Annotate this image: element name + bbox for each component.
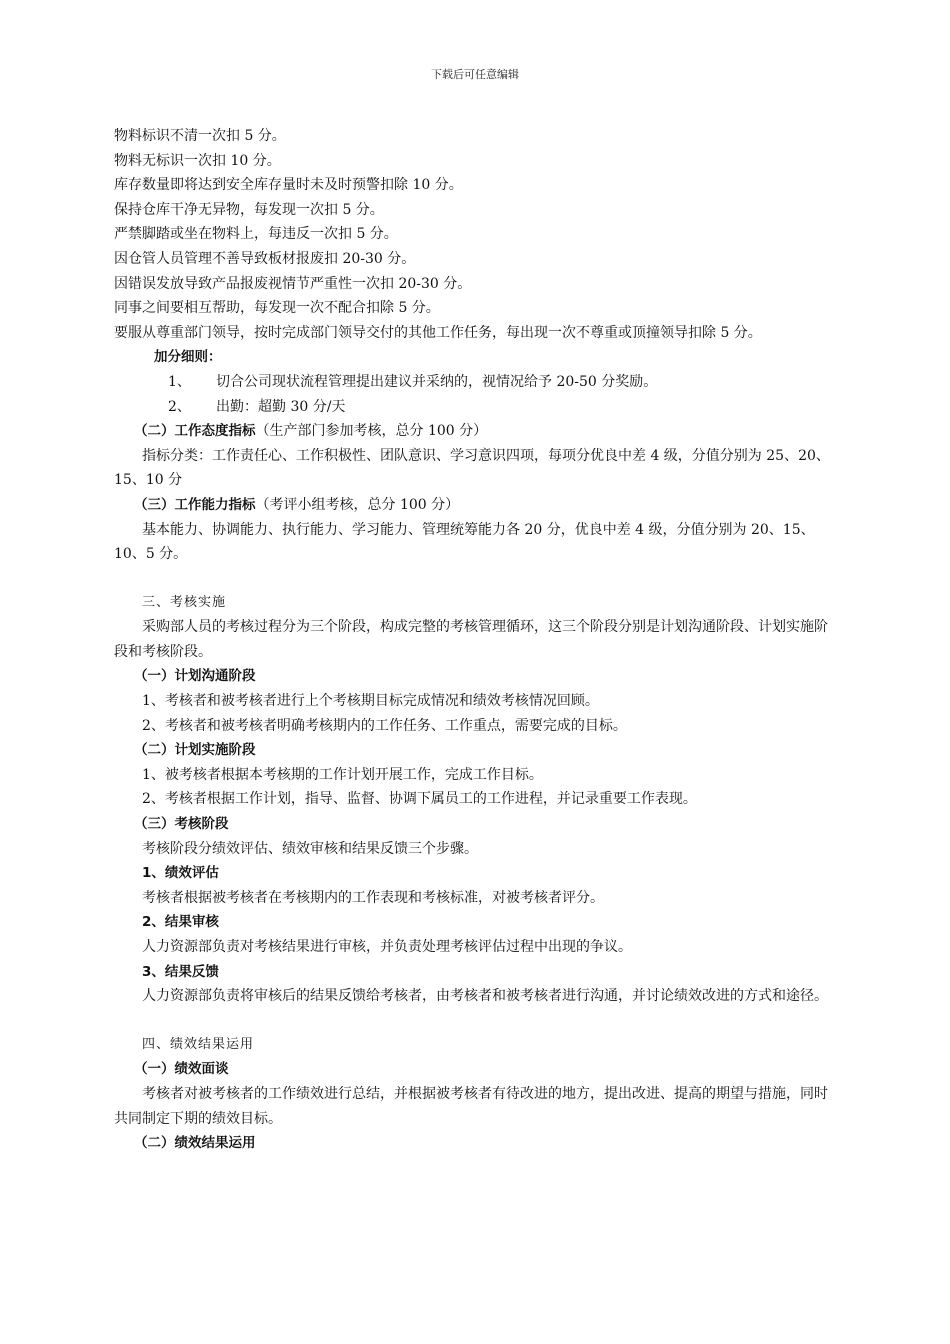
- step1-title: 1、绩效评估: [142, 865, 219, 882]
- rule-line: 库存数量即将达到安全库存量时未及时预警扣除 10 分。: [114, 177, 463, 194]
- ability-body: 基本能力、协调能力、执行能力、学习能力、管理统筹能力各 20 分，优良中差 4 级，分值分别为 20、15、10、5 分。: [114, 521, 815, 563]
- bonus-item-num: 2、: [168, 398, 191, 415]
- step2-title: 2、结果审核: [142, 914, 219, 931]
- rule-line: 严禁脚踏或坐在物料上，每违反一次扣 5 分。: [114, 226, 398, 243]
- rule-line: 因错误发放导致产品报废视情节严重性一次扣 20-30 分。: [114, 275, 472, 292]
- ability-note: （考评小组考核，总分 100 分）: [255, 496, 460, 513]
- bonus-item-text: 切合公司现状流程管理提出建议并采纳的，视情况给予 20-50 分奖励。: [216, 373, 658, 390]
- page-header: 下载后可任意编辑: [431, 68, 519, 81]
- rule-line: 同事之间要相互帮助，每发现一次不配合扣除 5 分。: [114, 300, 440, 317]
- bonus-item-num: 1、: [168, 373, 191, 390]
- attitude-note: （生产部门参加考核，总分 100 分）: [255, 423, 488, 440]
- section3-s1-title: （一）计划沟通阶段: [134, 668, 256, 685]
- section3-intro: 采购部人员的考核过程分为三个阶段，构成完整的考核管理循环，这三个阶段分别是计划沟通阶段、计划实施阶段和考核阶段。: [114, 619, 828, 660]
- step3-title: 3、结果反馈: [142, 963, 219, 980]
- section4-s1-body: 考核者对被考核者的工作绩效进行总结，并根据被考核者有待改进的地方，提出改进、提高的期望与措施，同时共同制定下期的绩效目标。: [114, 1085, 828, 1127]
- step1-body: 考核者根据被考核者在考核期内的工作表现和考核标准，对被考核者评分。: [142, 889, 604, 906]
- section3-s2-title: （二）计划实施阶段: [134, 742, 256, 759]
- section4-s2-title: （二）绩效结果运用: [134, 1135, 256, 1152]
- bonus-title: 加分细则：: [154, 349, 222, 366]
- spacer: [114, 567, 838, 591]
- section3-s3-intro: 考核阶段分绩效评估、绩效审核和结果反馈三个步骤。: [142, 840, 478, 857]
- rule-line: 物料标识不清一次扣 5 分。: [114, 128, 286, 144]
- rule-line: 要服从尊重部门领导，按时完成部门领导交付的其他工作任务，每出现一次不尊重或顶撞领导扣除 5 分。: [114, 324, 762, 341]
- rule-line: 物料无标识一次扣 10 分。: [114, 152, 281, 169]
- section4-s1-title: （一）绩效面谈: [134, 1061, 229, 1078]
- attitude-title: （二）工作态度指标: [134, 423, 256, 440]
- bonus-item: [114, 370, 838, 395]
- attitude-body-text: 指标分类：工作责任心、工作积极性、团队意识、学习意识四项，每项分优良中差 4 级，分值分别为 25、20、15、10 分: [114, 447, 830, 489]
- rule-line: 保持仓库干净无异物，每发现一次扣 5 分。: [114, 201, 384, 218]
- bonus-item-text: 出勤：超勤 30 分/天: [216, 398, 346, 415]
- step2-body: 人力资源部负责对考核结果进行审核，并负责处理考核评估过程中出现的争议。: [142, 939, 632, 955]
- section4-title: 四、绩效结果运用: [142, 1036, 255, 1052]
- attitude-body: [114, 444, 838, 493]
- section3-s2-item: 2、考核者根据工作计划，指导、监督、协调下属员工的工作进程，并记录重要工作表现。: [142, 791, 697, 808]
- document-body: [114, 124, 838, 1156]
- ability-title: （三）工作能力指标: [134, 496, 256, 513]
- ability-heading: [114, 493, 838, 518]
- section3-s3-title: （三）考核阶段: [134, 816, 229, 833]
- section3-s1-item: 2、考核者和被考核者明确考核期内的工作任务、工作重点，需要完成的目标。: [142, 717, 627, 734]
- section3-title: 三、考核实施: [142, 594, 227, 610]
- attitude-heading: [114, 419, 838, 444]
- rule-line: 因仓管人员管理不善导致板材报废扣 20-30 分。: [114, 250, 416, 267]
- spacer: [114, 1009, 838, 1033]
- section3-s1-item: 1、考核者和被考核者进行上个考核期目标完成情况和绩效考核情况回顾。: [142, 693, 599, 710]
- step3-body: 人力资源部负责将审核后的结果反馈给考核者，由考核者和被考核者进行沟通，并讨论绩效改进的方式和途径。: [142, 988, 828, 1005]
- section3-s2-item: 1、被考核者根据本考核期的工作计划开展工作，完成工作目标。: [142, 766, 543, 783]
- bonus-item: [114, 395, 838, 420]
